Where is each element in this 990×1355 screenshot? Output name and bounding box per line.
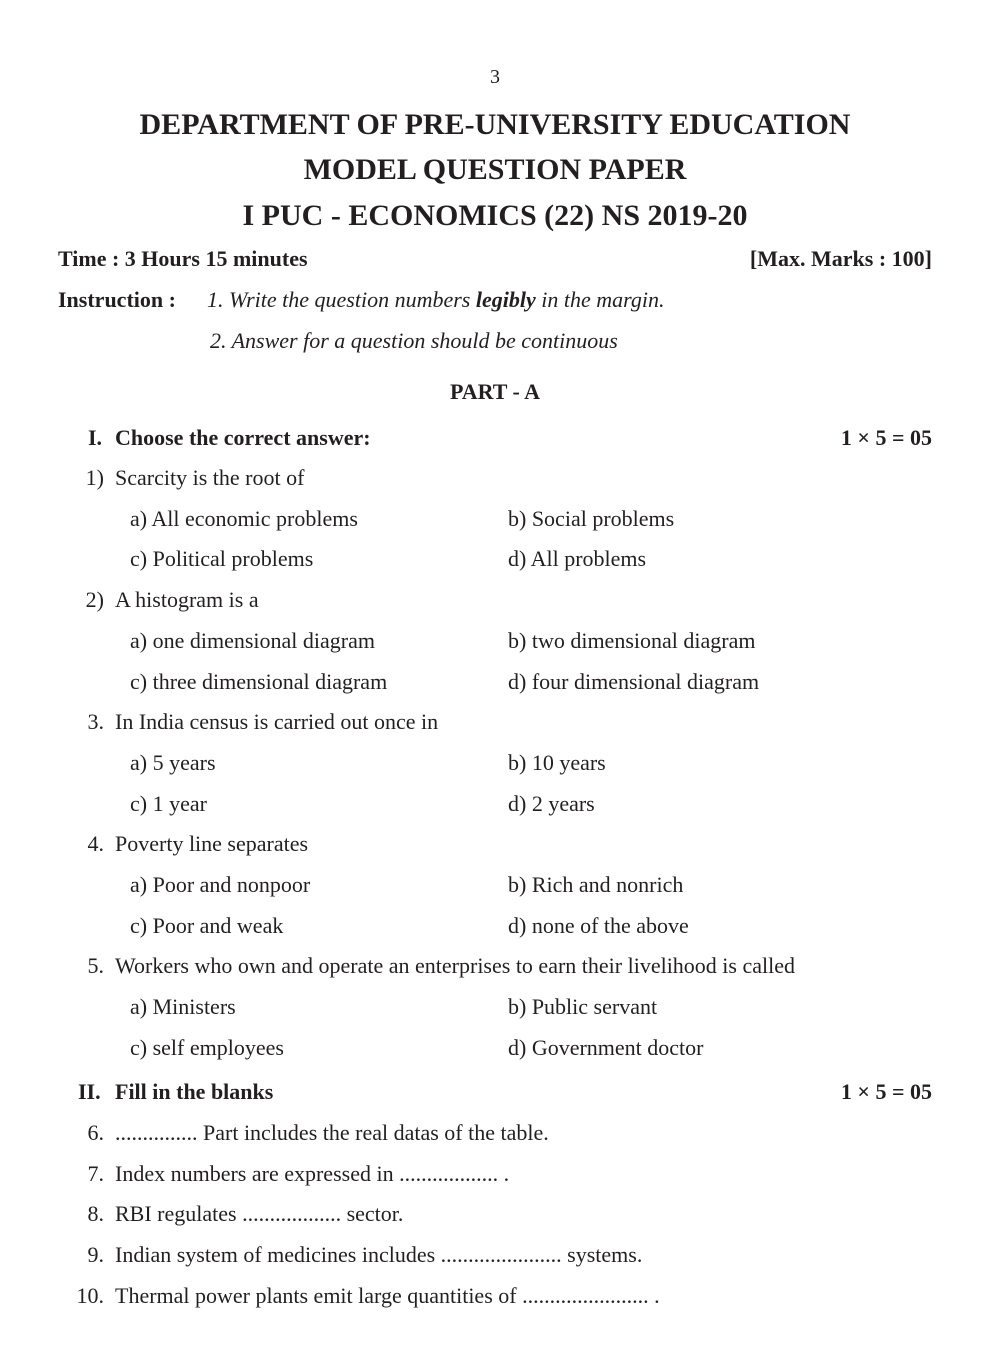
instruction-item-2: 2. Answer for a question should be continuous xyxy=(210,328,618,353)
question-text: RBI regulates .................. sector. xyxy=(115,1201,404,1227)
question-number: 1) xyxy=(85,465,104,490)
fill-blank-question xyxy=(0,1242,990,1270)
instruction-item-1: 1. Write the question numbers legibly in the margin. xyxy=(207,287,665,312)
answer-option: a) Poor and nonpoor xyxy=(130,872,311,897)
question-text: Indian system of medicines includes ...................... systems. xyxy=(115,1242,643,1268)
fill-blank-question xyxy=(0,1161,990,1189)
question-number: 10. xyxy=(76,1282,104,1308)
question-text: In India census is carried out once in xyxy=(115,709,439,735)
question-number: 3. xyxy=(87,709,104,735)
answer-option: c) three dimensional diagram xyxy=(130,668,388,694)
question-number: 5. xyxy=(87,953,104,979)
answer-option: b) Rich and nonrich xyxy=(508,872,684,897)
page-number: 3 xyxy=(490,66,500,88)
fill-blank-question xyxy=(0,1201,990,1229)
part-a-title: PART - A xyxy=(449,379,541,404)
question-text: ............... Part includes the real datas of the table. xyxy=(115,1120,549,1145)
header-paper-type: MODEL QUESTION PAPER xyxy=(303,153,687,186)
mcq-question xyxy=(0,831,990,859)
answer-option: d) Government doctor xyxy=(508,1034,704,1060)
header-department: DEPARTMENT OF PRE-UNIVERSITY EDUCATION xyxy=(139,108,851,141)
time-allowed: Time : 3 Hours 15 minutes xyxy=(58,246,308,271)
section-2-title: Fill in the blanks xyxy=(115,1079,274,1104)
question-text: Index numbers are expressed in .................. . xyxy=(115,1160,510,1186)
question-number: 6. xyxy=(87,1120,104,1145)
question-text: Poverty line separates xyxy=(115,831,309,857)
question-number: 9. xyxy=(87,1242,104,1268)
answer-option: b) two dimensional diagram xyxy=(508,627,756,653)
answer-option: b) 10 years xyxy=(508,749,606,775)
answer-option: c) Political problems xyxy=(130,546,314,572)
question-text: Workers who own and operate an enterprises to earn their livelihood is called xyxy=(115,953,796,979)
answer-option: a) Ministers xyxy=(130,994,236,1020)
question-number: 4. xyxy=(87,831,104,857)
answer-option: c) Poor and weak xyxy=(130,912,284,938)
answer-option: d) 2 years xyxy=(508,790,595,816)
question-number: 2) xyxy=(85,587,104,613)
mcq-question xyxy=(0,465,990,493)
section-1-number: I. xyxy=(88,425,103,450)
answer-option: d) four dimensional diagram xyxy=(508,668,760,694)
answer-option: c) self employees xyxy=(130,1034,284,1060)
mcq-question xyxy=(0,709,990,737)
question-number: 8. xyxy=(87,1201,104,1227)
instruction-label: Instruction : xyxy=(58,287,176,312)
question-text: Scarcity is the root of xyxy=(115,465,305,490)
header-subject: I PUC - ECONOMICS (22) NS 2019-20 xyxy=(242,199,748,232)
answer-option: a) All economic problems xyxy=(130,505,358,531)
question-text: A histogram is a xyxy=(115,587,259,613)
answer-option: a) 5 years xyxy=(130,749,216,775)
mcq-question xyxy=(0,953,990,981)
fill-blank-question xyxy=(0,1283,990,1311)
answer-option: d) none of the above xyxy=(508,912,689,938)
answer-option: c) 1 year xyxy=(130,790,207,816)
fill-blank-question xyxy=(0,1120,990,1148)
max-marks: [Max. Marks : 100] xyxy=(749,246,932,271)
answer-option: b) Social problems xyxy=(508,505,675,531)
question-text: Thermal power plants emit large quantities of ....................... . xyxy=(115,1282,660,1308)
section-1-title: Choose the correct answer: xyxy=(115,425,371,450)
section-2-number: II. xyxy=(78,1079,101,1104)
mcq-question xyxy=(0,587,990,615)
answer-option: b) Public servant xyxy=(508,994,658,1020)
answer-option: a) one dimensional diagram xyxy=(130,627,375,653)
answer-option: d) All problems xyxy=(508,546,647,572)
question-number: 7. xyxy=(87,1160,104,1186)
section-1-marks: 1 × 5 = 05 xyxy=(840,425,932,450)
section-2-marks: 1 × 5 = 05 xyxy=(840,1079,932,1104)
